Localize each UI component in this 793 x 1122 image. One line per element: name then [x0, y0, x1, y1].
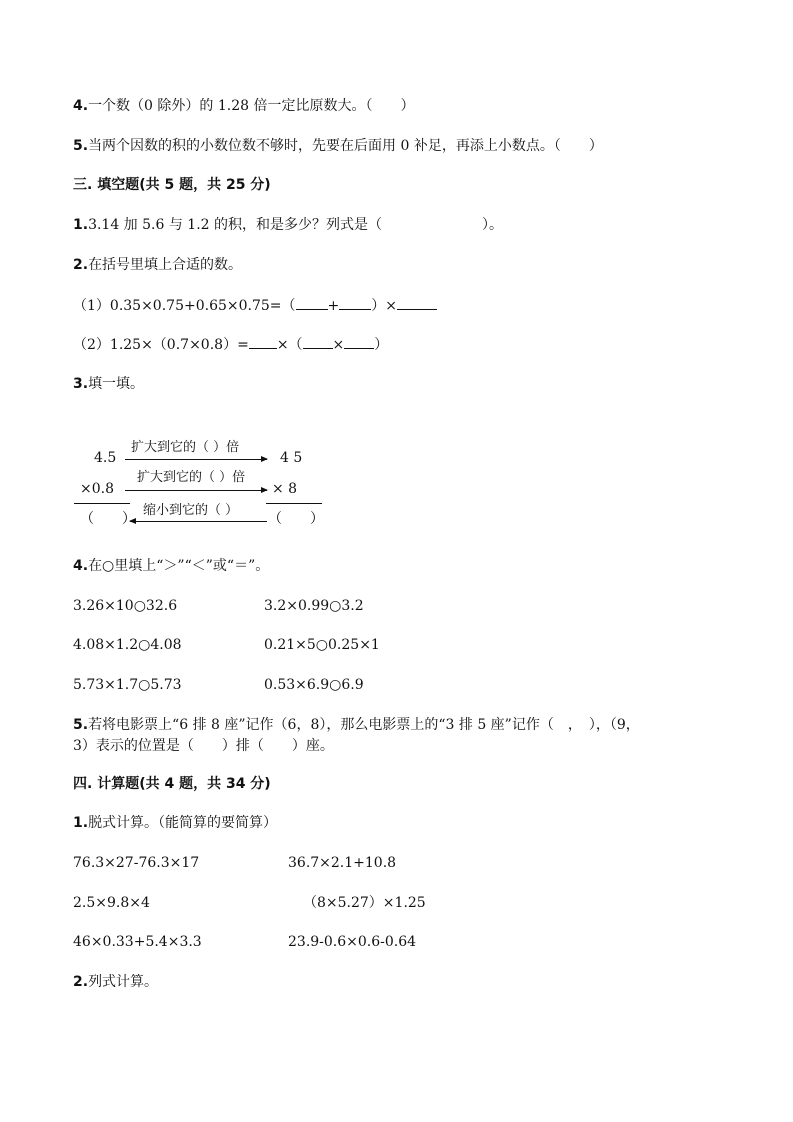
fill-question-5-line-2: 3）表示的位置是（ ）排（ ）座。 [73, 738, 334, 754]
expression-part: + [327, 298, 340, 314]
compare-item[interactable]: 4.08×1.2○4.08 [73, 637, 182, 653]
question-text: 填一填。 [88, 376, 145, 392]
compare-item[interactable]: 0.53×6.9○6.9 [264, 677, 364, 693]
fill-question-3 [73, 374, 144, 394]
arrow-left-icon [130, 521, 267, 522]
blank-field[interactable] [344, 334, 374, 349]
blank-field[interactable] [397, 295, 437, 310]
calc-item: （8×5.27）×1.25 [303, 895, 426, 911]
question-text: 若将电影票上“6 排 8 座”记作（6，8），那么电影票上的“3 排 5 座”记作（ ， ），（9， [88, 717, 640, 733]
blank-field[interactable] [303, 334, 333, 349]
question-number: 2. [73, 974, 89, 990]
question-number: 3. [73, 376, 89, 392]
question-number: 4. [73, 98, 89, 114]
blank-field[interactable] [296, 295, 328, 310]
arrow-right-icon [125, 459, 267, 460]
diagram-right-mid: × 8 [272, 481, 298, 497]
diagram-right-rule [266, 503, 322, 504]
diagram-right-bottom[interactable]: （ ） [268, 511, 324, 527]
arrow-3-label: 缩小到它的（ ） [143, 503, 239, 518]
compare-item[interactable]: 5.73×1.7○5.73 [73, 677, 182, 693]
expression-part: ×（ [276, 337, 303, 353]
question-text: 脱式计算。（能简算的要简算） [88, 815, 278, 831]
diagram-left-bottom[interactable]: （ ） [80, 511, 136, 527]
question-text: 列式计算。 [88, 974, 159, 990]
question-text: 一个数（0 除外）的 1.28 倍一定比原数大。（ ） [88, 98, 415, 114]
question-number: 5. [73, 717, 89, 733]
calc-item: 46×0.33+5.4×3.3 [73, 934, 202, 950]
question-text: 在○里填上“＞”“＜”或“＝”。 [88, 558, 270, 574]
expression-part: （2）1.25×（0.7×0.8）= [73, 337, 249, 353]
question-tail: ）。 [482, 217, 504, 233]
expression-part: × [332, 337, 345, 353]
arrow-right-icon [125, 490, 267, 491]
expression-part: ） [374, 337, 389, 353]
expression-part: ）× [371, 298, 397, 314]
calc-question-1 [73, 813, 277, 833]
question-text: 在括号里填上合适的数。 [88, 257, 243, 273]
judge-question-5 [73, 136, 603, 156]
question-number: 5. [73, 138, 89, 154]
question-text: 3.14 加 5.6 与 1.2 的积，和是多少？列式是（ [88, 217, 383, 233]
compare-item[interactable]: 0.21×5○0.25×1 [264, 637, 380, 653]
fill-question-5 [73, 715, 640, 735]
compare-item[interactable]: 3.2×0.99○3.2 [264, 598, 364, 614]
calc-item: 36.7×2.1+10.8 [288, 855, 397, 871]
calc-item: 23.9-0.6×0.6-0.64 [288, 934, 417, 950]
question-number: 1. [73, 815, 89, 831]
arrow-2-label: 扩大到它的（ ）倍 [137, 470, 246, 485]
question-number: 4. [73, 558, 89, 574]
question-number: 1. [73, 217, 89, 233]
compare-item[interactable]: 3.26×10○32.6 [73, 598, 178, 614]
fill-question-2-row-1 [73, 295, 437, 316]
diagram-right-top: 4 5 [280, 450, 303, 466]
fill-question-2 [73, 255, 242, 275]
section-heading-fill-blank: 三. 填空题(共 5 题，共 25 分) [73, 177, 271, 193]
diagram-left-rule [74, 503, 130, 504]
expression-part: （1）0.35×0.75+0.65×0.75=（ [73, 298, 296, 314]
blank-field[interactable] [339, 295, 371, 310]
question-text: 当两个因数的积的小数位数不够时，先要在后面用 0 补足，再添上小数点。（ ） [88, 138, 603, 154]
diagram-left-mid: ×0.8 [80, 481, 114, 497]
question-number: 2. [73, 257, 89, 273]
arrow-1-label: 扩大到它的（ ）倍 [131, 440, 240, 455]
calc-item: 76.3×27-76.3×17 [73, 855, 200, 871]
fill-question-1 [73, 215, 503, 235]
fill-question-4 [73, 556, 269, 576]
calc-item: 2.5×9.8×4 [73, 895, 150, 911]
calc-question-2 [73, 972, 158, 992]
section-heading-calculation: 四. 计算题(共 4 题，共 34 分) [73, 776, 271, 792]
blank-field[interactable] [249, 334, 277, 349]
diagram-left-top: 4.5 [94, 450, 117, 466]
fill-question-2-row-2 [73, 334, 388, 355]
judge-question-4 [73, 96, 415, 116]
